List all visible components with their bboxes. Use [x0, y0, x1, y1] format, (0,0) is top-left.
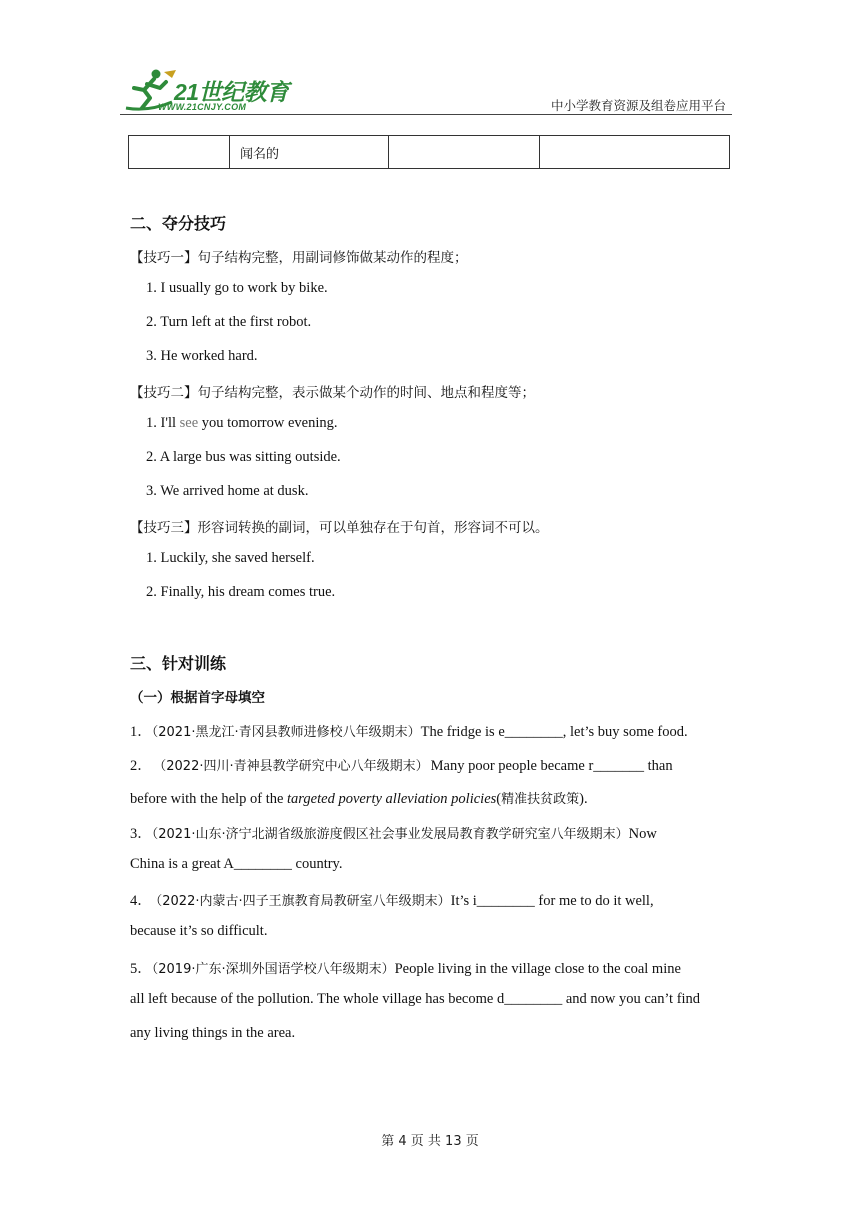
table-cell	[540, 136, 730, 169]
logo-url: WWW.21CNJY.COM	[158, 102, 247, 112]
question-text: ).	[579, 791, 588, 807]
logo	[120, 66, 290, 118]
question-5-line3: any living things in the area.	[130, 1025, 296, 1041]
list-item: 2. Finally, his dream comes true.	[146, 584, 336, 600]
question-4-line2: because it’s so difficult.	[130, 923, 268, 939]
question-3-line2: China is a great A________ country.	[130, 856, 343, 872]
tip-heading: 【技巧二】句子结构完整，表示做某个动作的时间、地点和程度等；	[130, 385, 535, 401]
question-5-line2: all left because of the pollution. The whole village has become d________ and now you can’t find	[130, 991, 701, 1007]
page-header	[120, 66, 732, 118]
question-number: 3．	[130, 826, 152, 842]
question-text: It’s i________ for me to do it well,	[450, 893, 654, 909]
list-item: 2. Turn left at the first robot.	[146, 314, 312, 330]
list-item: 3. We arrived home at dusk.	[146, 483, 309, 499]
question-number: 2．	[130, 758, 152, 774]
question-text: (	[496, 791, 502, 807]
subsection-title: （一）根据首字母填空	[130, 690, 265, 706]
question-source: （2022·四川·青神县教学研究中心八年级期末）	[159, 759, 429, 774]
table-cell	[129, 136, 230, 169]
question-text: Many poor people became r_______ than	[430, 758, 673, 774]
list-item	[146, 415, 337, 432]
section-title: 三、针对训练	[130, 654, 227, 673]
logo-text: 21世纪教育	[174, 79, 289, 105]
question-number: 5．	[130, 961, 152, 977]
question-text: 精准扶贫政策	[501, 792, 580, 807]
table-cell: 闻名的	[230, 136, 389, 169]
table-cell	[389, 136, 540, 169]
question-4	[130, 889, 654, 910]
question-2-line2	[130, 788, 588, 808]
section-title: 二、夺分技巧	[130, 214, 227, 233]
question-text: The fridge is e________, let’s buy some food.	[420, 724, 688, 740]
question-number: 1．	[130, 724, 152, 740]
question-5	[130, 957, 681, 978]
question-source: （2021·山东·济宁北湖省级旅游度假区社会事业发展局教育教学研究室八年级期末）	[151, 827, 629, 842]
list-item: 1. Luckily, she saved herself.	[146, 550, 315, 566]
question-text: People living in the village close to the coal mine	[394, 961, 681, 977]
page-footer: 第 4 页 共 13 页	[381, 1134, 479, 1149]
question-3	[130, 822, 657, 843]
list-item-text: see	[179, 415, 199, 431]
question-number: 4．	[130, 893, 152, 909]
header-divider	[120, 114, 732, 115]
question-text: before with the help of the	[130, 791, 288, 807]
question-source: （2021·黑龙江·青冈县教师进修校八年级期末）	[151, 725, 421, 740]
list-item: 1. I usually go to work by bike.	[146, 280, 328, 296]
list-item-text: 1. I'll	[146, 415, 180, 431]
list-item-text: you tomorrow evening.	[198, 415, 338, 431]
question-1	[130, 720, 688, 741]
list-item: 3. He worked hard.	[146, 348, 258, 364]
platform-name: 中小学教育资源及组卷应用平台	[550, 98, 726, 113]
question-source: （2019·广东·深圳外国语学校八年级期末）	[151, 962, 395, 977]
question-text: targeted poverty alleviation policies	[287, 791, 497, 807]
table-row	[129, 136, 730, 169]
vocab-table	[128, 135, 730, 169]
question-source: （2022·内蒙古·四子王旗教育局教研室八年级期末）	[155, 894, 451, 909]
question-2	[130, 754, 673, 775]
list-item: 2. A large bus was sitting outside.	[146, 449, 341, 465]
tip-heading: 【技巧一】句子结构完整，用副词修饰做某动作的程度；	[130, 250, 468, 266]
question-text: Now	[628, 826, 657, 842]
tip-heading: 【技巧三】形容词转换的副词，可以单独存在于句首，形容词不可以。	[130, 520, 549, 536]
